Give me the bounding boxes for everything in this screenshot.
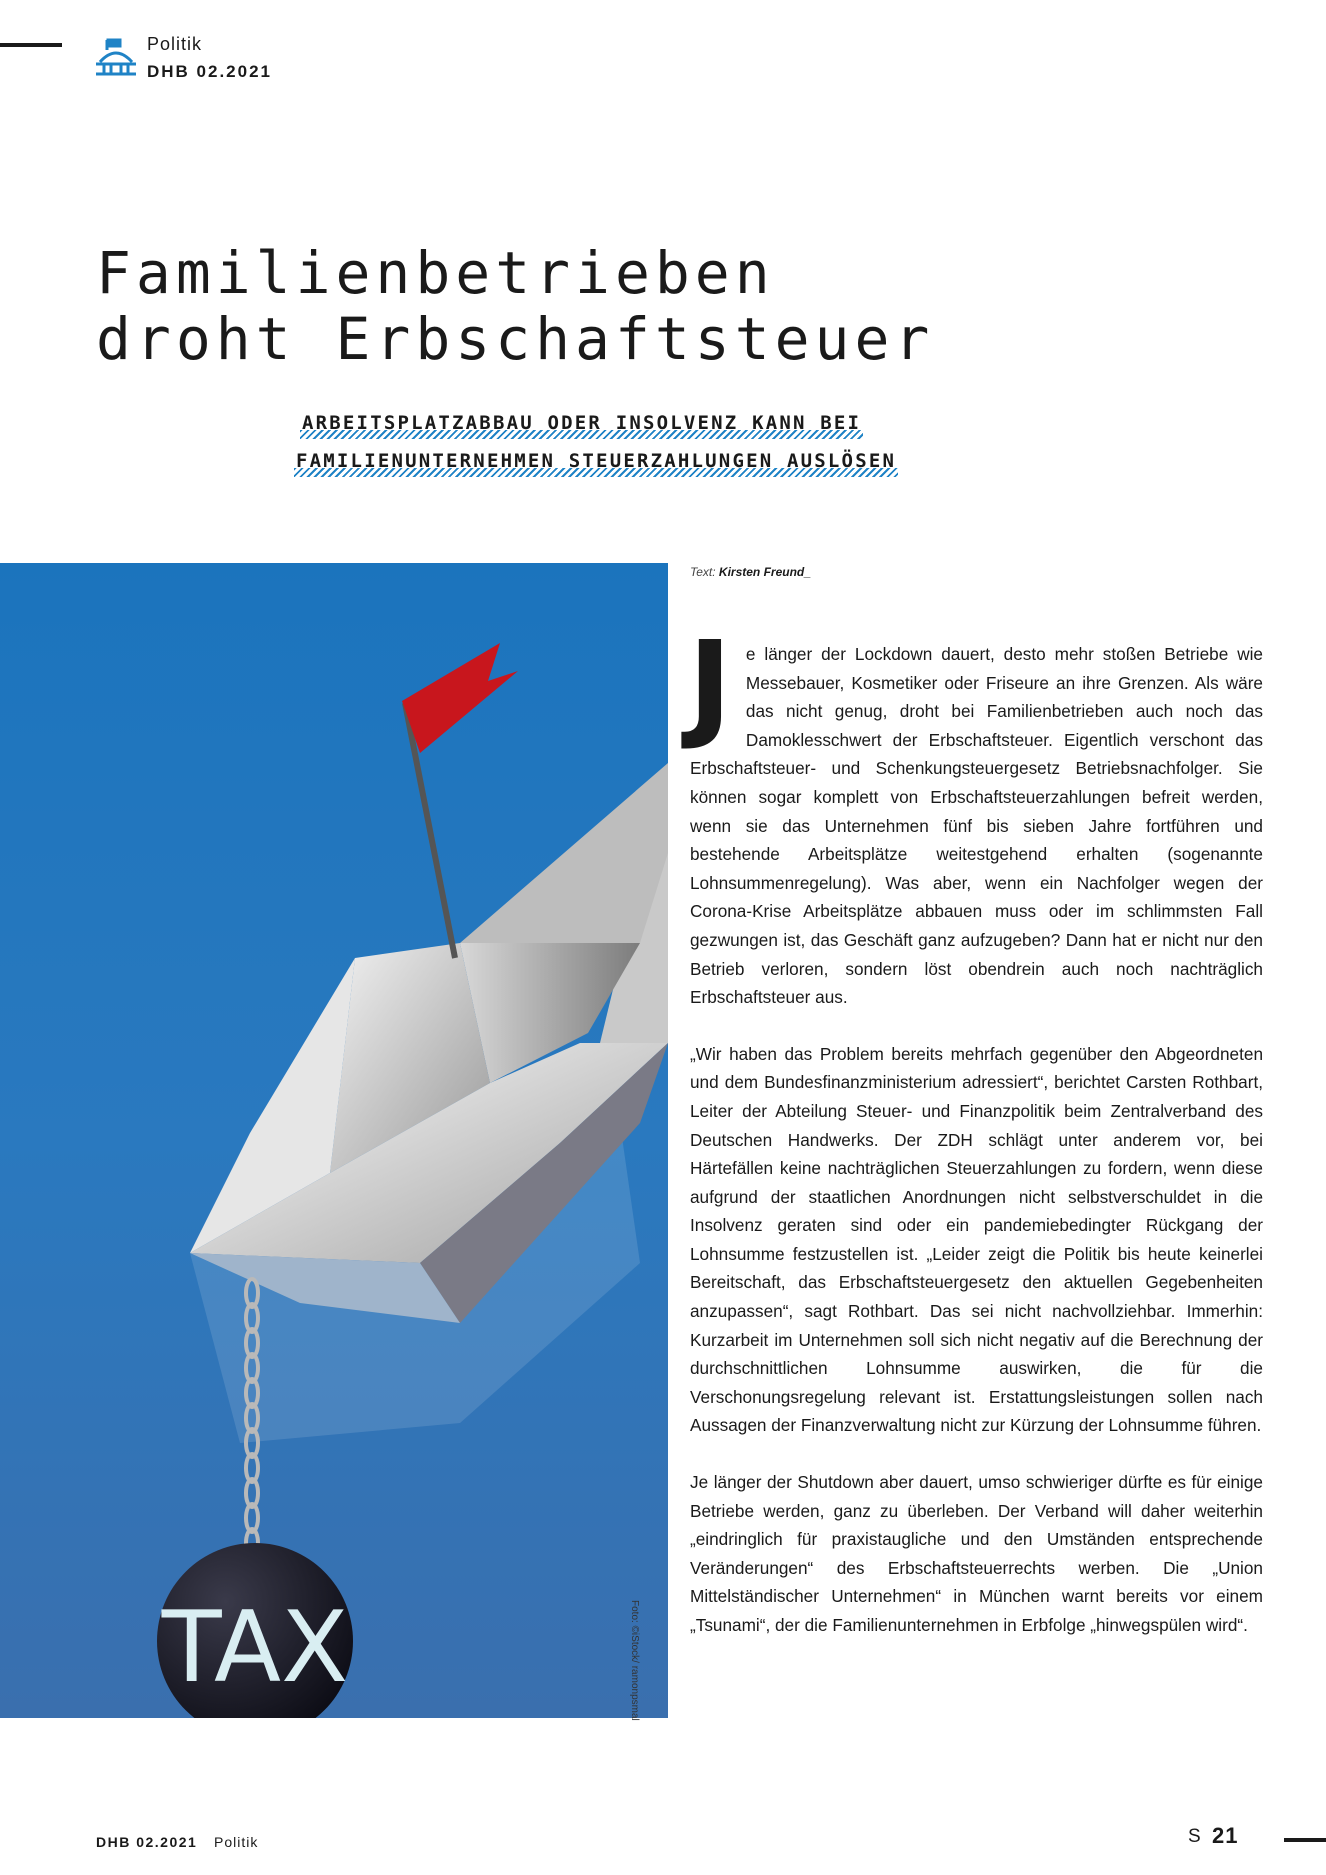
tax-ball-text: TAX <box>161 1591 349 1705</box>
article-body <box>688 615 1263 1668</box>
photo-credit: Foto: ©iStock/ ramonpsmal <box>629 1600 640 1721</box>
subtitle-line-2: FAMILIENUNTERNEHMEN STEUERZAHLUNGEN AUSLÖSEN <box>294 450 898 480</box>
byline <box>690 565 811 579</box>
title-line-2: droht Erbschaftsteuer <box>96 305 935 373</box>
subtitle <box>294 412 954 488</box>
parliament-dome-icon <box>94 36 138 78</box>
article-paragraph-2: „Wir haben das Problem bereits mehrfach gegenüber den Abgeordneten und dem Bundesfinanzministerium adressiert“, berichtet Carsten Rothbart, Leiter der Abteilung Steuer- und Finanzpolitik beim Zentralverband des Deutschen Handwerks. Der ZDH schlägt unter anderem vor, bei Härtefällen keine nachträglichen Steuerzahlungen zu fordern, wenn diese aufgrund der staatlichen Anordnungen nicht selbstverschuldet in die Insolvenz geraten sind oder ein pandemiebedingter Rückgang der Lohnsumme festzustellen ist. „Leider zeigt die Politik bis heute keinerlei Bereitschaft, das Erbschaftsteuergesetz den aktuellen Gegebenheiten anzupassen“, sagt Rothbart. Das sei nicht nachvollziehbar. Immerhin: Kurzarbeit im Unternehmen soll sich nicht negativ auf die Berechnung der durchschnittlichen Lohnsumme auswirken, die für die Verschonungsregelung relevant ist. Erstattungsleistungen sollen nach Aussagen der Finanzverwaltung nicht zur Kürzung der Lohnsumme führen. <box>690 1043 1263 1436</box>
footer-page-prefix: S <box>1188 1826 1203 1847</box>
byline-author: Kirsten Freund_ <box>718 565 811 579</box>
footer-issue: DHB 02.2021 <box>96 1834 198 1850</box>
article-paragraph-1: Je länger der Lockdown dauert, desto mehr stoßen Betriebe wie Messebauer, Kosmetiker oder Friseure an ihre Grenzen. Als wäre das nicht genug, droht bei Familienbetrieben auch noch das Damoklesschwert der Erbschaftsteuer. Eigentlich verschont das Erbschaftsteuer- und Schenkungsteuergesetz Betriebsnachfolger. Sie können sogar komplett von Erbschaftsteuerzahlungen befreit werden, wenn sie das Unternehmen fünf bis sieben Jahre fortführen und bestehende Arbeitsplätze weitestgehend erhalten (sogenannte Lohnsummenregelung). Was aber, wenn ein Nachfolger wegen der Corona-Krise Arbeitsplätze abbauen muss oder im schlimmsten Fall gezwungen ist, das Geschäft ganz aufzugeben? Dann hat er nicht nur den Betrieb verloren, sondern löst obendrein auch noch nachträglich Erbschaftsteuer aus. <box>688 615 1263 1008</box>
article-paragraph-3: Je länger der Shutdown aber dauert, umso schwieriger dürfte es für einige Betriebe werden, ganz zu überleben. Der Verband will daher weiterhin „eindringlich für praxistaugliche und den Umständen entsprechende Veränderungen“ des Erbschaftsteuerrechts werben. Die „Union Mittelständischer Unternehmen“ in München warnt bereits vor einem „Tsunami“, der die Familienunternehmen in Erbfolge „hinwegspülen wird“. <box>690 1472 1263 1635</box>
footer-section: Politik <box>214 1834 259 1850</box>
section-label: Politik <box>147 34 203 54</box>
page-number: 21 <box>1212 1823 1239 1848</box>
dropcap: J <box>688 615 732 753</box>
issue-label: DHB 02.2021 <box>147 62 273 81</box>
header-rule <box>0 43 62 47</box>
footer-rule <box>1284 1838 1326 1842</box>
title-line-1: Familienbetrieben <box>96 239 775 307</box>
byline-label: Text: <box>690 565 716 579</box>
page-title <box>96 240 934 372</box>
paper-boat-illustration <box>0 563 668 1718</box>
subtitle-line-1: ARBEITSPLATZABBAU ODER INSOLVENZ KANN BEI <box>300 412 863 442</box>
